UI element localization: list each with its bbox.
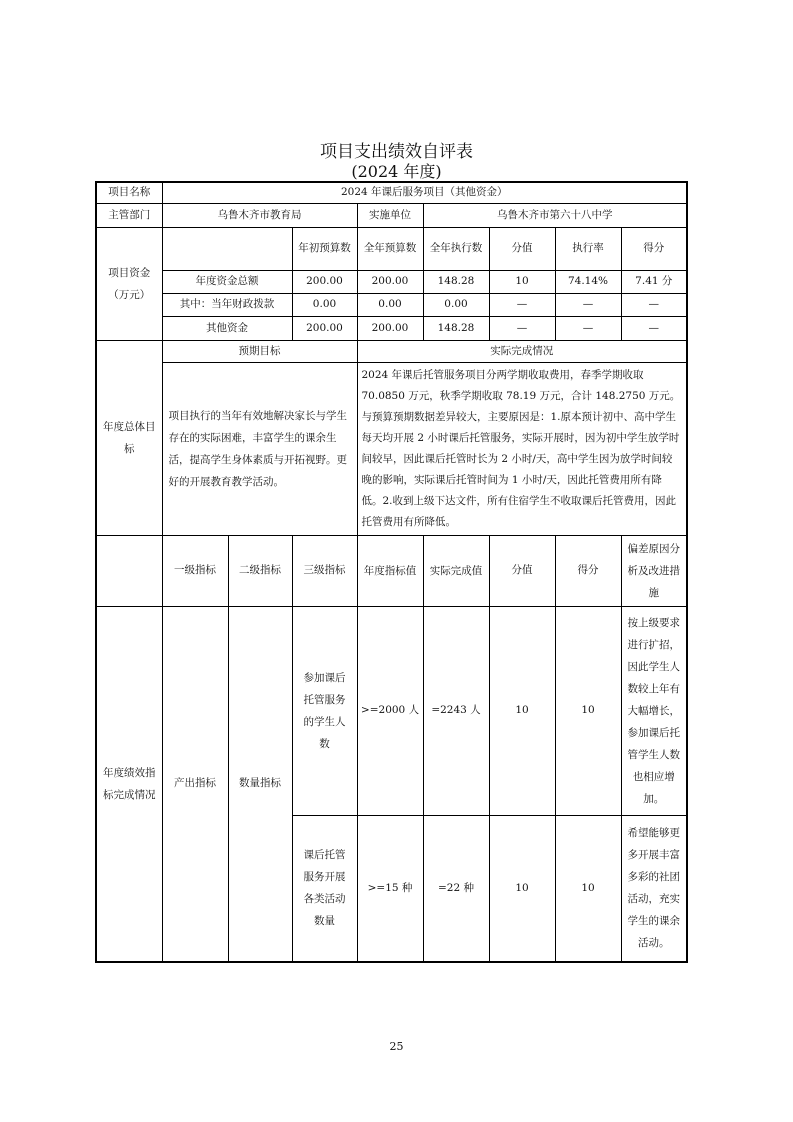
unit-label: 实施单位 [357,203,423,227]
funds-cell: 200.00 [357,270,423,293]
indicator-header: 一级指标 [162,535,228,606]
funds-cell: — [489,316,555,340]
funds-cell: — [555,316,621,340]
dept-label: 主管部门 [96,203,162,227]
page-number: 25 [389,1040,404,1053]
indicator-header: 实际完成值 [423,535,489,606]
target-value: >=15 种 [357,815,423,962]
funds-cell: 200.00 [292,316,357,340]
indicator-header: 分值 [489,535,555,606]
indicator-header: 得分 [555,535,621,606]
funds-header: 年初预算数 [292,227,357,270]
deviation-reason: 希望能够更多开展丰富多彩的社团活动，充实学生的课余活动。 [621,815,687,962]
score: 10 [555,606,621,815]
funds-header: 得分 [621,227,687,270]
indicator-header: 年度指标值 [357,535,423,606]
dept-value: 乌鲁木齐市教育局 [162,203,357,227]
funds-cell: 148.28 [423,316,489,340]
funds-cell: 0.00 [423,293,489,316]
performance-table [95,181,688,963]
indicator-blank-header [96,535,162,606]
funds-cell: — [489,293,555,316]
expected-goal-text: 项目执行的当年有效地解决家长与学生存在的实际困难，丰富学生的课余生活，提高学生身体素质与开拓视野。更好的开展教育教学活动。 [162,362,357,535]
page-title: 项目支出绩效自评表 [320,142,473,162]
project-name-value: 2024 年课后服务项目（其他资金） [162,182,687,203]
funds-blank-header [162,227,292,270]
project-name-label: 项目名称 [96,182,162,203]
funds-header: 分值 [489,227,555,270]
deviation-reason: 按上级要求进行扩招，因此学生人数较上年有大幅增长，参加课后托管学生人数也相应增加。 [621,606,687,815]
actual-result-header: 实际完成情况 [357,340,687,362]
funds-cell: — [555,293,621,316]
actual-result-text: 2024 年课后托管服务项目分两学期收取费用，春季学期收取 70.0850 万元，秋季学期收取 78.19 万元，合计 148.2750 万元。与预算预期数据差异较大，主要原因是：1.原本预计初中、高中学生每天均开展 2 小时课后托管服务，实际开展时，因为初中学生放学时间较早，因此课后托管时长为 2 小时/天，高中学生因为放学时间较晚的影响，实际课后托管时间为 1 小时/天，因此托管费用所有降低。2.收到上级下达文件，所有住宿学生不收取课后托管费用，因此托管费用有所降低。 [357,362,687,535]
indicator-header: 偏差原因分析及改进措施 [621,535,687,606]
funds-cell: 7.41 分 [621,270,687,293]
indicator-header: 二级指标 [228,535,292,606]
indicators-section-label: 年度绩效指标完成情况 [96,606,162,962]
actual-value: =2243 人 [423,606,489,815]
funds-header: 全年预算数 [357,227,423,270]
score-value: 10 [489,606,555,815]
funds-row-label: 年度资金总额 [162,270,292,293]
level1-indicator: 产出指标 [162,606,228,962]
score-value: 10 [489,815,555,962]
funds-cell: 0.00 [357,293,423,316]
funds-cell: 0.00 [292,293,357,316]
funds-cell: 148.28 [423,270,489,293]
funds-cell: 74.14% [555,270,621,293]
funds-row-label: 其他资金 [162,316,292,340]
unit-value: 乌鲁木齐市第六十八中学 [423,203,687,227]
funds-row-label: 其中：当年财政拨款 [162,293,292,316]
expected-goal-header: 预期目标 [162,340,357,362]
funds-cell: — [621,316,687,340]
level3-indicator: 参加课后托管服务的学生人数 [292,606,357,815]
funds-cell: 200.00 [357,316,423,340]
actual-value: =22 种 [423,815,489,962]
score: 10 [555,815,621,962]
funds-header: 执行率 [555,227,621,270]
target-value: >=2000 人 [357,606,423,815]
funds-cell: 200.00 [292,270,357,293]
indicator-header: 三级指标 [292,535,357,606]
funds-cell: 10 [489,270,555,293]
goals-label: 年度总体目标 [96,340,162,535]
funds-cell: — [621,293,687,316]
funds-header: 全年执行数 [423,227,489,270]
level3-indicator: 课后托管服务开展各类活动数量 [292,815,357,962]
page-subtitle: (2024 年度) [351,162,442,181]
funds-label: 项目资金（万元） [96,227,162,340]
level2-indicator: 数量指标 [228,606,292,962]
